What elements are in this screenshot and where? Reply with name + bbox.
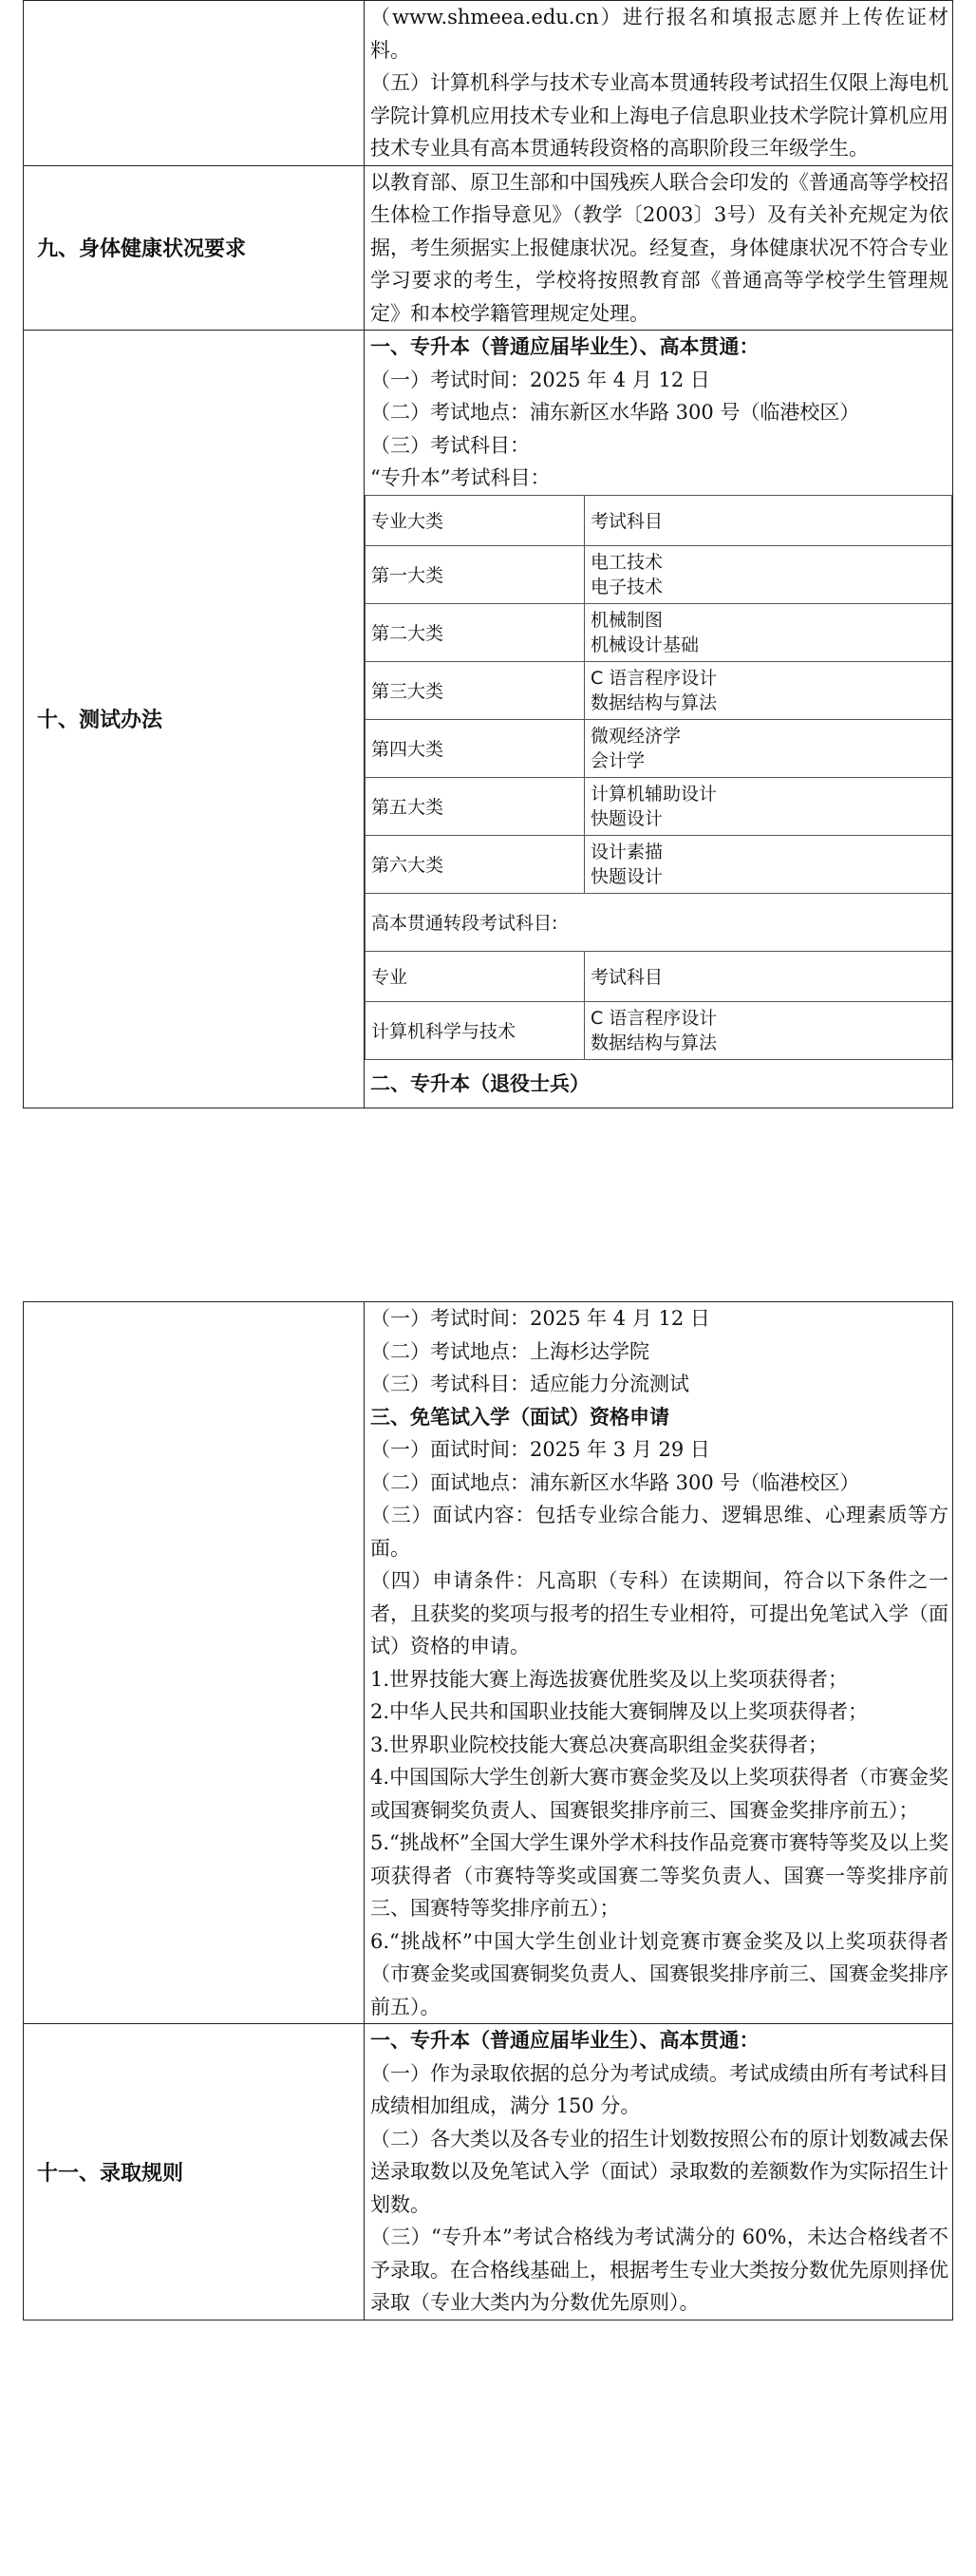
interview-line: 2.中华人民共和国职业技能大赛铜牌及以上奖项获得者； (370, 1700, 869, 1723)
zsb-row (366, 835, 952, 893)
section10-continued-label (24, 1302, 365, 2024)
zsb-subjects (585, 835, 952, 893)
zsb-category: 第一大类 (366, 545, 585, 603)
zsb-subject: 电工技术 (591, 551, 664, 573)
page-gap (0, 1178, 976, 1301)
interview-line: （一）面试时间：2025 年 3 月 29 日 (370, 1438, 710, 1461)
zsb-category: 第三大类 (366, 661, 585, 719)
page-2-table (23, 1301, 953, 2320)
zsb-subject: 电子技术 (591, 576, 664, 597)
zsb-subject: 设计素描 (591, 841, 664, 862)
zsb-row (366, 661, 952, 719)
gbgt-title: 高本贯通转段考试科目: (366, 893, 952, 951)
zsb-subject: 快题设计 (591, 865, 664, 887)
zsb-subjects (585, 603, 952, 661)
zsb-row (366, 719, 952, 777)
zsb-subjects (585, 777, 952, 835)
intro-text: （www.shmeea.edu.cn）进行报名和填报志愿并上传佐证材料。 (370, 6, 948, 62)
section10-line: （三）考试科目： (370, 433, 530, 457)
section10-content-cell (365, 331, 953, 1108)
gbgt-header-major: 专业 (366, 951, 585, 1001)
section10-heading1: 一、专升本（普通应届毕业生）、高本贯通： (370, 334, 760, 358)
zsb-subject: 微观经济学 (591, 725, 682, 747)
intro-row (24, 1, 953, 166)
cont-line: （三）考试科目：适应能力分流测试 (370, 1373, 689, 1395)
zsb-row (366, 603, 952, 661)
section10-heading3: 三、免笔试入学（面试）资格申请 (370, 1404, 669, 1429)
zsb-category: 第六大类 (366, 835, 585, 893)
zsb-subject: 数据结构与算法 (591, 691, 718, 713)
gbgt-subject: C 语言程序设计 (591, 1007, 718, 1029)
gbgt-header-subjects: 考试科目 (585, 951, 952, 1001)
gbgt-title-row (366, 893, 952, 951)
zsb-subject: 机械制图 (591, 609, 664, 631)
intro-label-cell (24, 1, 365, 166)
zsb-subject: 机械设计基础 (591, 634, 700, 655)
interview-line: （四）申请条件：凡高职（专科）在读期间，符合以下条件之一者，且获奖的奖项与报考的招生专业相符，可提出免笔试入学（面试）资格的申请。 (370, 1569, 948, 1657)
zsb-category: 第五大类 (366, 777, 585, 835)
gbgt-major: 计算机科学与技术 (366, 1001, 585, 1059)
zsb-subjects (585, 545, 952, 603)
zsb-category: 第四大类 (366, 719, 585, 777)
gbgt-header-row (366, 951, 952, 1001)
section11-line: （一）作为录取依据的总分为考试成绩。考试成绩由所有考试科目成绩相加组成，满分 150 分。 (370, 2061, 948, 2117)
section10-line: （一）考试时间：2025 年 4 月 12 日 (370, 368, 710, 391)
section9-text: 以教育部、原卫生部和中国残疾人联合会印发的《普通高等学校招生体检工作指导意见》（教学〔2003〕3号）及有关补充规定为依据，考生须据实上报健康状况。经复查，身体健康状况不符合专业学习要求的考生，学校将按照教育部《普通高等学校学生管理规定》和本校学籍管理规定处理。 (370, 170, 948, 325)
zsb-subjects (585, 719, 952, 777)
interview-line: 3.世界职业院校技能大赛总决赛高职组金奖获得者； (370, 1733, 829, 1756)
section10-row (24, 331, 953, 1108)
section9-label: 九、身体健康状况要求 (24, 165, 365, 331)
section11-line: （三）“专升本”考试合格线为考试满分的 60%，未达合格线者不予录取。在合格线基础上，根据考生专业大类按分数优先原则择优录取（专业大类内为分数优先原则）。 (370, 2226, 948, 2314)
section11-label: 十一、录取规则 (24, 2024, 365, 2320)
section11-content-cell (365, 2024, 953, 2320)
section11-heading: 一、专升本（普通应届毕业生）、高本贯通： (370, 2028, 760, 2052)
section10-continued-row (24, 1302, 953, 2024)
interview-line: 1.世界技能大赛上海选拔赛优胜奖及以上奖项获得者； (370, 1667, 849, 1691)
gbgt-subjects (585, 1001, 952, 1059)
zsb-subject: 会计学 (591, 749, 646, 771)
gbgt-subject: 数据结构与算法 (591, 1032, 718, 1053)
cont-line: （一）考试时间：2025 年 4 月 12 日 (370, 1307, 710, 1330)
zsb-header-subjects: 考试科目 (585, 495, 952, 545)
section11-line: （二）各大类以及各专业的招生计划数按照公布的原计划数减去保送录取数以及免笔试入学（面试）录取数的差额数作为实际招生计划数。 (370, 2127, 948, 2216)
section10-line: “专升本”考试科目： (370, 466, 551, 489)
interview-line: （三）面试内容：包括专业综合能力、逻辑思维、心理素质等方面。 (370, 1504, 948, 1560)
section11-row (24, 2024, 953, 2320)
zsb-subjects (585, 661, 952, 719)
gbgt-row (366, 1001, 952, 1059)
section9-row (24, 165, 953, 331)
zsb-subject-table (365, 495, 952, 1060)
section10-heading2: 二、专升本（退役士兵） (370, 1070, 590, 1095)
zsb-row (366, 545, 952, 603)
cont-line: （二）考试地点：上海杉达学院 (370, 1339, 649, 1363)
interview-line: 5.“挑战杯”全国大学生课外学术科技作品竞赛市赛特等奖及以上奖项获得者（市赛特等奖或国赛二等奖负责人、国赛一等奖排序前三、国赛特等奖排序前五）； (370, 1831, 948, 1920)
zsb-category: 第二大类 (366, 603, 585, 661)
interview-line: 6.“挑战杯”中国大学生创业计划竞赛市赛金奖及以上奖项获得者（市赛金奖或国赛铜奖负责人、国赛银奖排序前三、国赛金奖排序前五）。 (370, 1929, 948, 2018)
interview-line: 4.中国国际大学生创新大赛市赛金奖及以上奖项获得者（市赛金奖或国赛铜奖负责人、国赛银奖排序前三、国赛金奖排序前五）； (370, 1766, 948, 1822)
page-1-table (23, 0, 953, 1108)
section10-label: 十、测试办法 (24, 331, 365, 1108)
zsb-subject: 计算机辅助设计 (591, 783, 718, 805)
zsb-subject: C 语言程序设计 (591, 667, 718, 689)
section10-continued-cell (365, 1302, 953, 2024)
zsb-header-category: 专业大类 (366, 495, 585, 545)
intro-text: （五）计算机科学与技术专业高本贯通转段考试招生仅限上海电机学院计算机应用技术专业和上海电子信息职业技术学院计算机应用技术专业具有高本贯通转段资格的高职阶段三年级学生。 (370, 71, 948, 160)
zsb-row (366, 777, 952, 835)
zsb-header-row (366, 495, 952, 545)
section9-content-cell (365, 165, 953, 331)
zsb-subject: 快题设计 (591, 807, 664, 829)
intro-content-cell (365, 1, 953, 166)
interview-line: （二）面试地点：浦东新区水华路 300 号（临港校区） (370, 1470, 860, 1494)
section10-line: （二）考试地点：浦东新区水华路 300 号（临港校区） (370, 401, 860, 424)
